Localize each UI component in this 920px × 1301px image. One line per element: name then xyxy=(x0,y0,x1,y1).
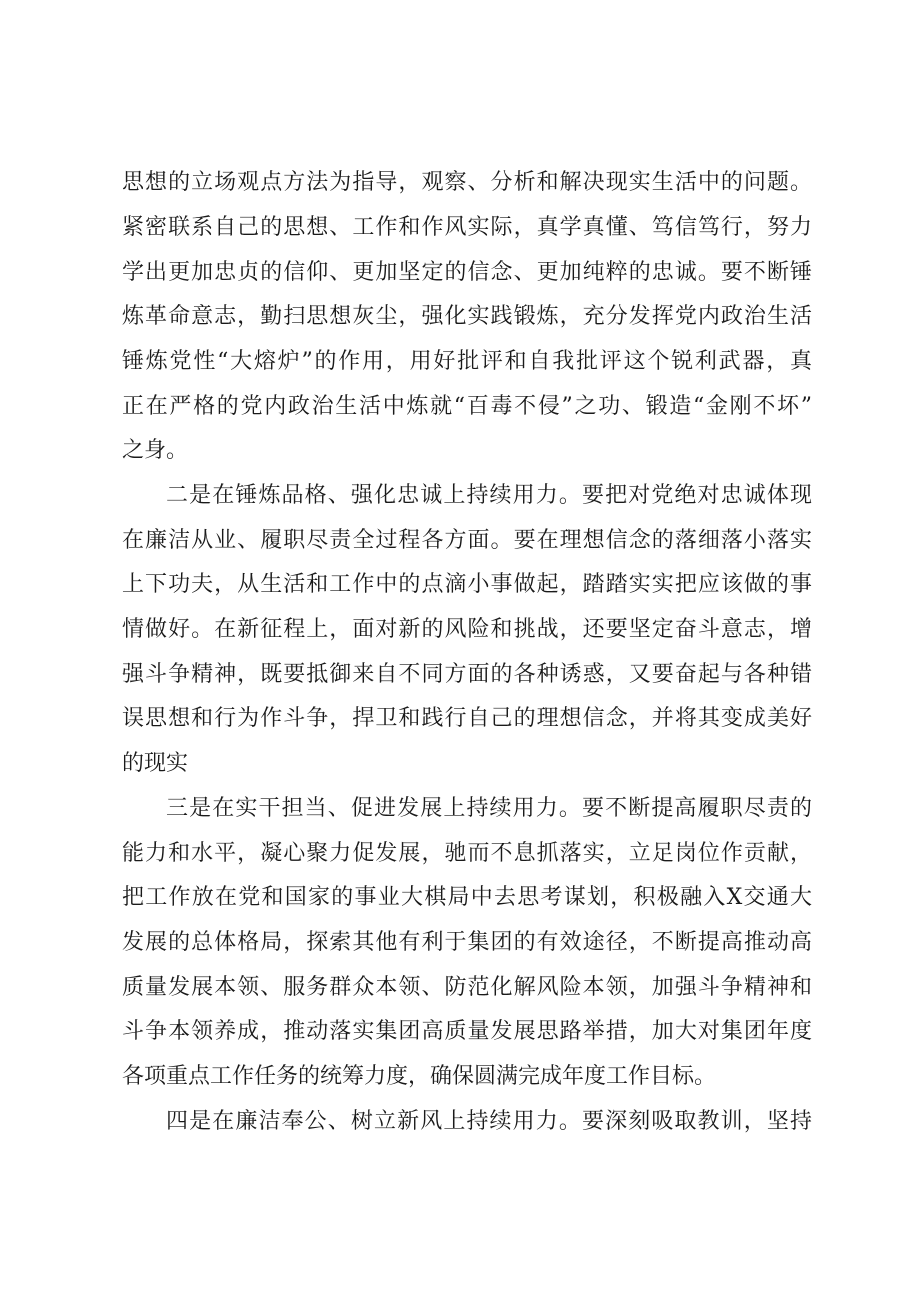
paragraph-line: 误思想和行为作斗争，捍卫和践行自己的理想信念，并将其变成美好 xyxy=(122,706,812,731)
paragraph-line: 把工作放在党和国家的事业大棋局中去思考谋划，积极融入X交通大 xyxy=(122,885,812,910)
paragraph-line: 炼革命意志，勤扫思想灰尘，强化实践锻炼，充分发挥党内政治生活 xyxy=(122,304,812,329)
paragraph-line: 强斗争精神，既要抵御来自不同方面的各种诱惑，又要奋起与各种错 xyxy=(122,662,812,687)
paragraph-line: 斗争本领养成，推动落实集团高质量发展思路举措，加大对集团年度 xyxy=(122,1019,812,1044)
paragraph-line: 各项重点工作任务的统筹力度，确保圆满完成年度工作目标。 xyxy=(122,1064,717,1089)
paragraph-line: 发展的总体格局，探索其他有利于集团的有效途径，不断提高推动高 xyxy=(122,930,812,955)
paragraph-line: 思想的立场观点方法为指导，观察、分析和解决现实生活中的问题。 xyxy=(122,170,812,195)
paragraph-line: 质量发展本领、服务群众本领、防范化解风险本领，加强斗争精神和 xyxy=(122,975,812,1000)
paragraph-line: 二是在锤炼品格、强化忠诚上持续用力。要把对党绝对忠诚体现 xyxy=(166,483,812,508)
paragraph-line: 四是在廉洁奉公、树立新风上持续用力。要深刻吸取教训，坚持 xyxy=(166,1109,812,1134)
paragraph-line: 学出更加忠贞的信仰、更加坚定的信念、更加纯粹的忠诚。要不断锤 xyxy=(122,260,812,285)
paragraph-line: 能力和水平，凝心聚力促发展，驰而不息抓落实，立足岗位作贡献， xyxy=(122,841,812,866)
paragraph-line: 锤炼党性“大熔炉”的作用，用好批评和自我批评这个锐利武器，真 xyxy=(122,349,812,374)
paragraph-line: 三是在实干担当、促进发展上持续用力。要不断提高履职尽责的 xyxy=(166,796,812,821)
paragraph-line: 之身。 xyxy=(122,438,189,463)
paragraph-line: 在廉洁从业、履职尽责全过程各方面。要在理想信念的落细落小落实 xyxy=(122,528,812,553)
paragraph-line: 正在严格的党内政治生活中炼就“百毒不侵”之功、锻造“金刚不坏” xyxy=(122,394,812,419)
paragraph-line: 紧密联系自己的思想、工作和作风实际，真学真懂、笃信笃行，努力 xyxy=(122,215,812,240)
paragraph-line: 的现实 xyxy=(122,751,189,776)
paragraph-line: 情做好。在新征程上，面对新的风险和挑战，还要坚定奋斗意志，增 xyxy=(122,617,812,642)
paragraph-line: 上下功夫，从生活和工作中的点滴小事做起，踏踏实实把应该做的事 xyxy=(122,572,812,597)
